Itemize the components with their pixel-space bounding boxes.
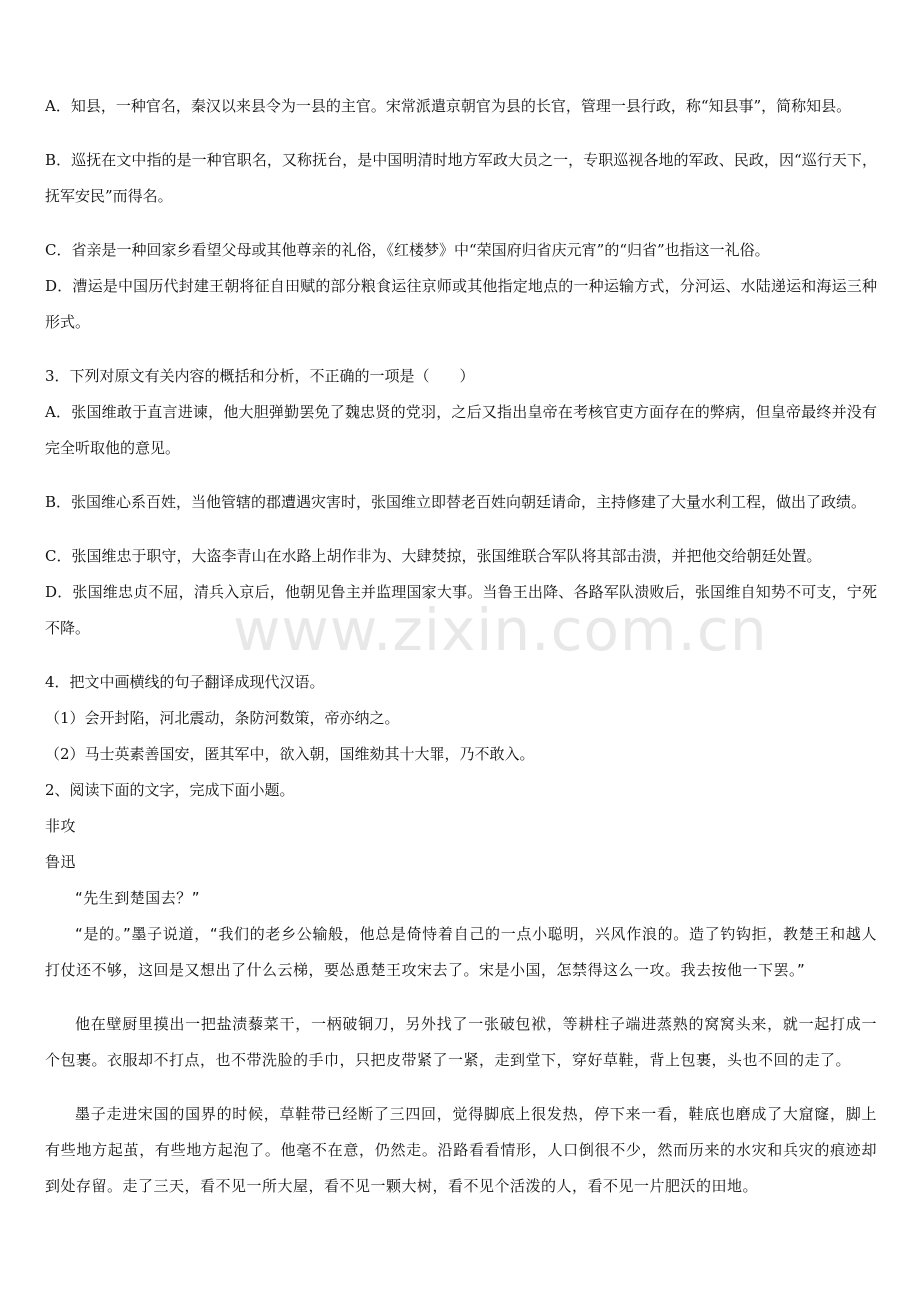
story-author: 鲁迅 [45, 853, 77, 871]
watermark: www.zixin.com.cn [233, 596, 768, 664]
q2-option-d: D．漕运是中国历代封建王朝将征自田赋的部分粮食运往京师或其他指定地点的一种运输方式，分河运、水陆递运和海运三种形式。 [45, 277, 877, 331]
q3-option-a: A．张国维敢于直言进谏，他大胆弹勤罢免了魏忠贤的党羽，之后又指出皇帝在考核官吏方面存在的弊病，但皇帝最终并没有完全听取他的意见。 [45, 403, 877, 457]
q2-option-c: C．省亲是一种回家乡看望父母或其他尊亲的礼俗，《红楼梦》中“荣国府归省庆元宵”的“归省”也指这一礼俗。 [45, 241, 770, 259]
q4-item-1: （1）会开封陷，河北震动，条防河数策，帝亦纳之。 [45, 709, 400, 727]
q2-option-b: B．巡抚在文中指的是一种官职名，又称抚台，是中国明清时地方军政大员之一，专职巡视各地的军政、民政，因“巡行天下，抚军安民”而得名。 [45, 151, 877, 205]
q4-stem: 4．把文中画横线的句子翻译成现代汉语。 [45, 673, 325, 691]
story-paragraph-2: “是的。”墨子说道，“我们的老乡公输般，他总是倚恃着自己的一点小聪明，兴风作浪的。造了钓钩拒，教楚王和越人打仗还不够，这回是又想出了什么云梯，要怂恿楚王攻宋去了。宋是小国，怎禁得这么一攻。我去按他一下罢。” [45, 925, 877, 979]
q4-item-2: （2）马士英素善国安，匿其军中，欲入朝，国维劾其十大罪，乃不敢入。 [45, 745, 535, 763]
section2-intro: 2、阅读下面的文字，完成下面小题。 [45, 781, 295, 799]
q2-option-a: A．知县，一种官名，秦汉以来县令为一县的主官。宋常派遣京朝官为县的长官，管理一县行政，称“知县事”，简称知县。 [45, 97, 852, 115]
story-title: 非攻 [45, 817, 77, 835]
q3-option-c: C．张国维忠于职守，大盗李青山在水路上胡作非为、大肆焚掠，张国维联合军队将其部击溃，并把他交给朝廷处置。 [45, 547, 822, 565]
document-page [45, 88, 877, 1204]
q3-option-b: B．张国维心系百姓，当他管辖的郡遭遇灾害时，张国维立即替老百姓向朝廷请命，主持修建了大量水利工程，做出了政绩。 [45, 493, 867, 511]
q3-stem: 3．下列对原文有关内容的概括和分析，不正确的一项是（ ） [45, 367, 475, 385]
story-paragraph-4: 墨子走进宋国的国界的时候，草鞋带已经断了三四回，觉得脚底上很发热，停下来一看，鞋底也磨成了大窟窿，脚上有些地方起茧，有些地方起泡了。他毫不在意，仍然走。沿路看看情形，人口倒很不少，然而历来的水灾和兵灾的痕迹却到处存留。走了三天，看不见一所大屋，看不见一颗大树，看不见个活泼的人，看不见一片肥沃的田地。 [45, 1105, 877, 1195]
story-paragraph-1: “先生到楚国去？” [75, 889, 201, 907]
q3-option-d: D．张国维忠贞不屈，清兵入京后，他朝见鲁主并监理国家大事。当鲁王出降、各路军队溃败后，张国维自知势不可支，宁死不降。 [45, 583, 877, 637]
story-paragraph-3: 他在壁厨里摸出一把盐渍藜菜干，一柄破铜刀，另外找了一张破包袱，等耕柱子端进蒸熟的窝窝头来，就一起打成一个包裹。衣服却不打点，也不带洗脸的手巾，只把皮带紧了一紧，走到堂下，穿好草鞋，背上包裹，头也不回的走了。 [45, 1015, 877, 1069]
